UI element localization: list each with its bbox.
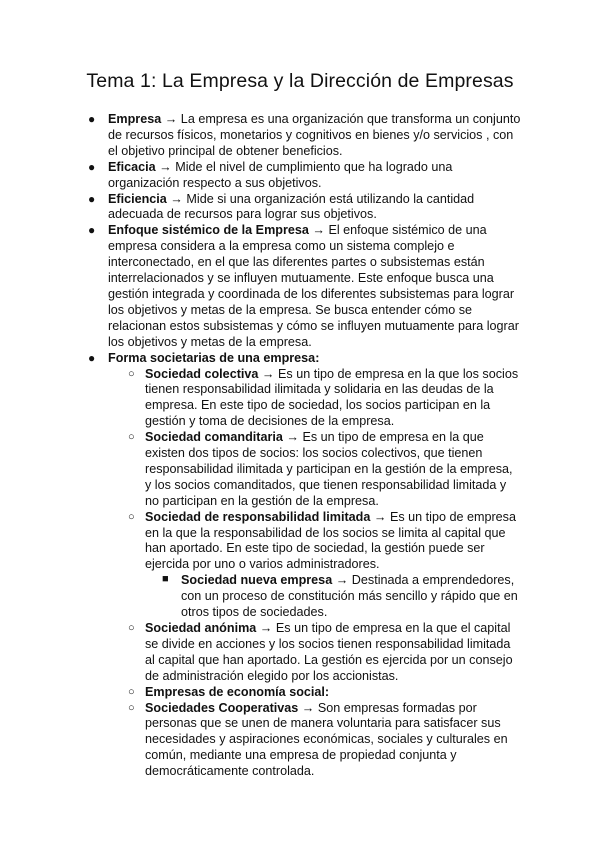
sub-sub-item-sociedad-nueva-empresa — [0, 573, 522, 621]
sub-sub-item-term: Sociedad nueva empresa — [181, 573, 333, 588]
sub-item-term: Empresas de economía social: — [145, 684, 330, 699]
document-body — [0, 112, 600, 780]
item-term: Forma societarias de una empresa: — [108, 350, 320, 365]
sub-item-sociedad-colectiva — [0, 367, 522, 431]
circle-marker: ○ — [128, 701, 135, 714]
sub-item-term: Sociedad de responsabilidad limitada — [145, 509, 371, 524]
circle-marker: ○ — [128, 367, 135, 380]
sub-item-text: → Es un tipo de empresa en la que la responsabilidad de los socios se limita al capital que han aportado. En este tipo de sociedad, la gestión puede ser ejercida por uno o varios administradores. — [145, 509, 516, 572]
circle-marker: ○ — [128, 622, 135, 634]
item-term: Enfoque sistémico de la Empresa — [108, 223, 309, 238]
page-title: Tema 1: La Empresa y la Dirección de Empresas — [86, 70, 514, 92]
main-list — [0, 112, 600, 367]
sub-sub-item-text: → Destinada a emprendedores, con un proceso de constitución más sencillo y rápido que en otros tipos de sociedades. — [181, 573, 518, 620]
sub-item-economia-social — [0, 685, 522, 701]
bullet-marker: ● — [88, 159, 96, 174]
sub-list — [0, 367, 600, 574]
sub-item-text: → Es un tipo de empresa en la que existen dos tipos de socios: los socios colectivos, que tienen responsabilidad ilimitada y participan en la gestión de la empresa, y los socios comanditados, que tienen responsabilidad limitada y no participan en la gestión de la empresa. — [145, 430, 513, 508]
sub-item-sociedades-cooperativas — [0, 701, 522, 781]
sub-item-text: → Es un tipo de empresa en la que los socios tienen responsabilidad ilimitada y solidaria en las deudas de la empresa. En este tipo de sociedad, los socios participan en la gestión y toma de decisiones de la empresa. — [145, 366, 519, 429]
bullet-marker: ● — [88, 223, 96, 238]
bullet-marker: ● — [88, 112, 96, 126]
item-text: → Mide si una organización está utilizando la cantidad adecuada de recursos para lograr sus objetivos. — [108, 191, 475, 222]
sub-item-sociedad-comanditaria — [0, 430, 522, 510]
square-marker: ■ — [162, 573, 169, 586]
list-item-eficiencia — [0, 192, 522, 224]
sub-item-text: → Son empresas formadas por personas que se unen de manera voluntaria para satisfacer sus necesidades y aspiraciones económicas, sociales y culturales en común, mediante una empresa de propiedad conjunta y democráticamente controlada. — [145, 700, 508, 779]
item-term: Eficacia — [108, 159, 156, 174]
list-item-enfoque-sistemico — [0, 223, 522, 350]
sub-item-term: Sociedades Cooperativas — [145, 700, 299, 715]
sub-item-term: Sociedad comanditaria — [145, 430, 283, 445]
circle-marker: ○ — [128, 510, 135, 523]
sub-item-text: → Es un tipo de empresa en la que el capital se divide en acciones y los socios tienen responsabilidad limitada al capital que han aportado. La gestión es ejercida por un consejo de administración elegido por los accionistas. — [145, 621, 513, 683]
item-text: → Mide el nivel de cumplimiento que ha logrado una organización respecto a sus objetivos. — [108, 159, 453, 190]
sub-item-sociedad-anonima — [0, 621, 522, 685]
item-term: Empresa — [108, 112, 162, 126]
sub-item-term: Sociedad colectiva — [145, 366, 259, 381]
sub-item-term: Sociedad anónima — [145, 621, 257, 635]
circle-marker: ○ — [128, 431, 135, 444]
item-text: → La empresa es una organización que transforma un conjunto de recursos físicos, monetarios y cognitivos en bienes y/o servicios , con el objetivo principal de obtener beneficios. — [108, 112, 521, 158]
sub-list-continued — [0, 621, 600, 780]
item-text: → El enfoque sistémico de una empresa considera a la empresa como un sistema complejo e interconectado, en el que las diferentes partes o subsistemas están interrelacionados y se influyen mutuamente. Este enfoque busca una gestión integrada y coordinada de los diferentes subsistemas para lograr los objetivos y metas de la empresa. Se busca entender cómo se relacionan estos subsistemas y cómo se influyen mutuamente para lograr los objetivos y metas de la empresa. — [108, 223, 519, 349]
bullet-marker: ● — [88, 350, 96, 365]
sub-sub-list — [0, 573, 600, 621]
circle-marker: ○ — [128, 685, 135, 698]
list-item-empresa — [0, 112, 522, 160]
sub-item-sociedad-responsabilidad-limitada — [0, 510, 522, 574]
list-item-formas-societarias — [0, 351, 522, 367]
list-item-eficacia — [0, 160, 522, 192]
bullet-marker: ● — [88, 191, 96, 206]
item-term: Eficiencia — [108, 191, 167, 206]
